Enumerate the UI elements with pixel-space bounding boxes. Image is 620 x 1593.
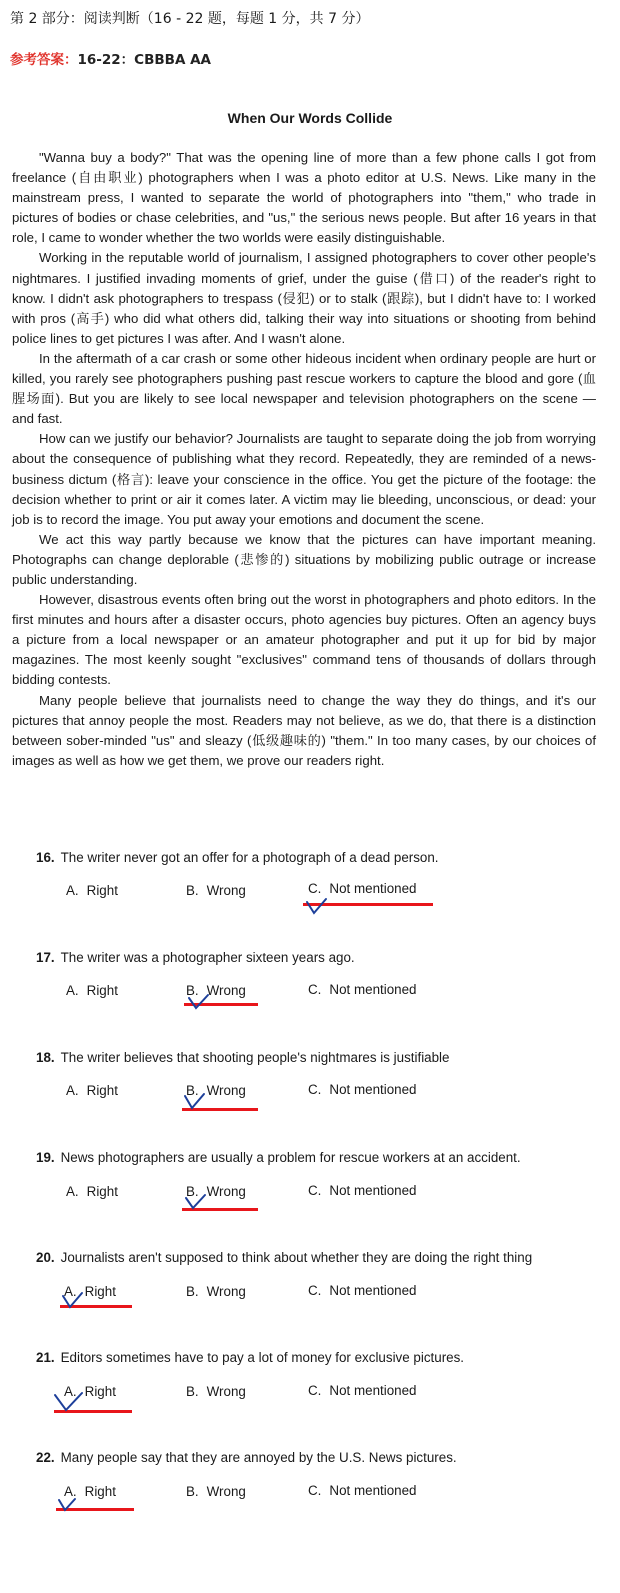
option-letter: A. bbox=[64, 1484, 77, 1499]
option-label: Not mentioned bbox=[329, 1483, 417, 1498]
option-label: Not mentioned bbox=[329, 1082, 417, 1097]
option-label: Right bbox=[86, 983, 118, 998]
section-header: 第 2 部分：阅读判断（16 - 22 题，每题 1 分，共 7 分） bbox=[10, 11, 370, 27]
question-21 bbox=[36, 1350, 464, 1365]
question-text: The writer never got an offer for a photograph of a dead person. bbox=[60, 850, 439, 865]
option-label: Not mentioned bbox=[329, 1183, 417, 1198]
option-c[interactable] bbox=[308, 881, 417, 896]
option-letter: B. bbox=[186, 1384, 199, 1399]
option-label: Wrong bbox=[206, 883, 246, 898]
option-label: Right bbox=[86, 1184, 118, 1199]
question-text: News photographers are usually a problem for rescue workers at an accident. bbox=[60, 1150, 521, 1165]
option-label: Wrong bbox=[206, 1083, 246, 1098]
option-letter: B. bbox=[186, 883, 199, 898]
question-number: 17. bbox=[36, 950, 55, 965]
question-20 bbox=[36, 1250, 532, 1265]
option-letter: A. bbox=[66, 1184, 79, 1199]
check-mark-icon bbox=[186, 993, 212, 1013]
option-label: Wrong bbox=[206, 1384, 246, 1399]
option-c[interactable] bbox=[308, 982, 417, 997]
check-mark-icon bbox=[183, 1193, 209, 1213]
option-a[interactable] bbox=[66, 883, 118, 898]
option-letter: B. bbox=[186, 1184, 199, 1199]
option-a[interactable] bbox=[66, 1083, 118, 1098]
option-a[interactable] bbox=[66, 1184, 118, 1199]
option-c[interactable] bbox=[308, 1483, 417, 1498]
option-label: Wrong bbox=[206, 1284, 246, 1299]
question-text: Editors sometimes have to pay a lot of money for exclusive pictures. bbox=[60, 1350, 465, 1365]
option-letter: A. bbox=[64, 1384, 77, 1399]
article-paragraph: "Wanna buy a body?" That was the opening line of more than a few phone calls I got from freelance (自由职业) photographers when I was a photo editor at U.S. News. Like many in the mainstream press, I wanted to separate the world of photographers into "them," who trade in pictures of bodies or chase celebrities, and "us," the serious news people. But after 16 years in that role, I came to wonder whether the two worlds were easily distinguishable. bbox=[12, 150, 596, 246]
option-label: Not mentioned bbox=[329, 1383, 417, 1398]
option-b[interactable] bbox=[186, 1384, 246, 1399]
answer-key-label: 参考答案： bbox=[10, 52, 78, 68]
option-letter: A. bbox=[66, 983, 79, 998]
option-label: Right bbox=[84, 1484, 116, 1499]
question-18 bbox=[36, 1050, 449, 1065]
option-b[interactable] bbox=[186, 1284, 246, 1299]
option-b[interactable] bbox=[186, 1484, 246, 1499]
answer-key bbox=[10, 48, 211, 68]
option-letter: C. bbox=[308, 982, 322, 997]
option-letter: C. bbox=[308, 1483, 322, 1498]
option-letter: A. bbox=[66, 1083, 79, 1098]
option-label: Not mentioned bbox=[329, 881, 417, 896]
answer-key-value: 16-22：CBBBA AA bbox=[77, 52, 211, 68]
question-number: 22. bbox=[36, 1450, 55, 1465]
option-letter: C. bbox=[308, 1082, 322, 1097]
question-number: 20. bbox=[36, 1250, 55, 1265]
option-letter: C. bbox=[308, 1383, 322, 1398]
article-paragraph: How can we justify our behavior? Journalists are taught to separate doing the job from worrying about the consequence of publishing what they record. Repeatedly, they are reminded of a news-business dictum (格言): leave your conscience in the office. You get the picture of the footage: the decision whether to print or air it comes later. A victim may lie bleeding, unconscious, or dead: your job is to record the image. You put away your emotions and document the scene. bbox=[12, 431, 596, 527]
check-mark-icon bbox=[304, 896, 330, 918]
option-label: Wrong bbox=[206, 983, 246, 998]
question-number: 18. bbox=[36, 1050, 55, 1065]
article-paragraph: We act this way partly because we know that the pictures can have important meaning. Photographs can change deplorable (悲惨的) situations by mobilizing public outrage or increase public understanding. bbox=[12, 531, 596, 587]
check-mark-icon bbox=[182, 1091, 208, 1113]
option-label: Not mentioned bbox=[329, 982, 417, 997]
question-22 bbox=[36, 1450, 457, 1465]
question-number: 21. bbox=[36, 1350, 55, 1365]
option-letter: B. bbox=[186, 1484, 199, 1499]
question-number: 16. bbox=[36, 850, 55, 865]
option-letter: B. bbox=[186, 983, 199, 998]
option-letter: A. bbox=[64, 1284, 77, 1299]
option-letter: C. bbox=[308, 1183, 322, 1198]
option-label: Right bbox=[86, 883, 118, 898]
option-letter: B. bbox=[186, 1083, 199, 1098]
article-paragraph: Many people believe that journalists need to change the way they do things, and it's our pictures that annoy people the most. Readers may not believe, as we do, that there is a distinction between sober-minded "us" and sleazy (低级趣味的) "them." In too many cases, by our choices of images as well as how we get them, we prove our readers right. bbox=[12, 692, 596, 768]
question-text: Journalists aren't supposed to think about whether they are doing the right thing bbox=[60, 1250, 533, 1265]
option-label: Right bbox=[86, 1083, 118, 1098]
option-letter: B. bbox=[186, 1284, 199, 1299]
option-label: Wrong bbox=[206, 1184, 246, 1199]
question-number: 19. bbox=[36, 1150, 55, 1165]
question-16 bbox=[36, 850, 439, 865]
option-c[interactable] bbox=[308, 1283, 417, 1298]
option-letter: C. bbox=[308, 1283, 322, 1298]
question-19 bbox=[36, 1150, 521, 1165]
option-c[interactable] bbox=[308, 1183, 417, 1198]
option-label: Not mentioned bbox=[329, 1283, 417, 1298]
article-paragraph: However, disastrous events often bring out the worst in photographers and photo editors. In the first minutes and hours after a disaster occurs, photo agencies buy pictures. Often an agency buys a picture from a local newspaper or an amateur photographer and put it up for bid by major magazines. The most keenly sought "exclusives" command tens of thousands of dollars through bidding contests. bbox=[12, 592, 596, 688]
article-body bbox=[12, 148, 596, 771]
option-letter: C. bbox=[308, 881, 322, 896]
check-mark-icon bbox=[56, 1496, 80, 1514]
article-paragraph: Working in the reputable world of journalism, I assigned photographers to cover other people's nightmares. I justified invading moments of grief, under the guise (借口) of the reader's right to know. I didn't ask photographers to trespass (侵犯) or to stalk (跟踪), but I didn't have to: I worked with pros (高手) who did what others did, talking their way into situations or shooting from behind police lines to get pictures I was after. And I wasn't alone. bbox=[12, 250, 596, 346]
article-title: When Our Words Collide bbox=[227, 110, 393, 126]
check-mark-icon bbox=[60, 1290, 86, 1312]
article-paragraph: In the aftermath of a car crash or some other hideous incident when ordinary people are hurt or killed, you rarely see photographers pushing past rescue workers to capture the blood and gore (血腥场面). But you are likely to see local newspaper and television photographers on the scene — and fast. bbox=[12, 350, 596, 427]
option-label: Wrong bbox=[206, 1484, 246, 1499]
option-label: Right bbox=[84, 1384, 116, 1399]
option-a[interactable] bbox=[66, 983, 118, 998]
option-letter: A. bbox=[66, 883, 79, 898]
option-c[interactable] bbox=[308, 1082, 417, 1097]
question-17 bbox=[36, 950, 355, 965]
question-text: Many people say that they are annoyed by the U.S. News pictures. bbox=[60, 1450, 457, 1465]
option-c[interactable] bbox=[308, 1383, 417, 1398]
question-text: The writer believes that shooting people's nightmares is justifiable bbox=[60, 1050, 450, 1065]
question-text: The writer was a photographer sixteen years ago. bbox=[60, 950, 355, 965]
check-mark-icon bbox=[52, 1391, 86, 1415]
option-label: Right bbox=[84, 1284, 116, 1299]
option-b[interactable] bbox=[186, 883, 246, 898]
